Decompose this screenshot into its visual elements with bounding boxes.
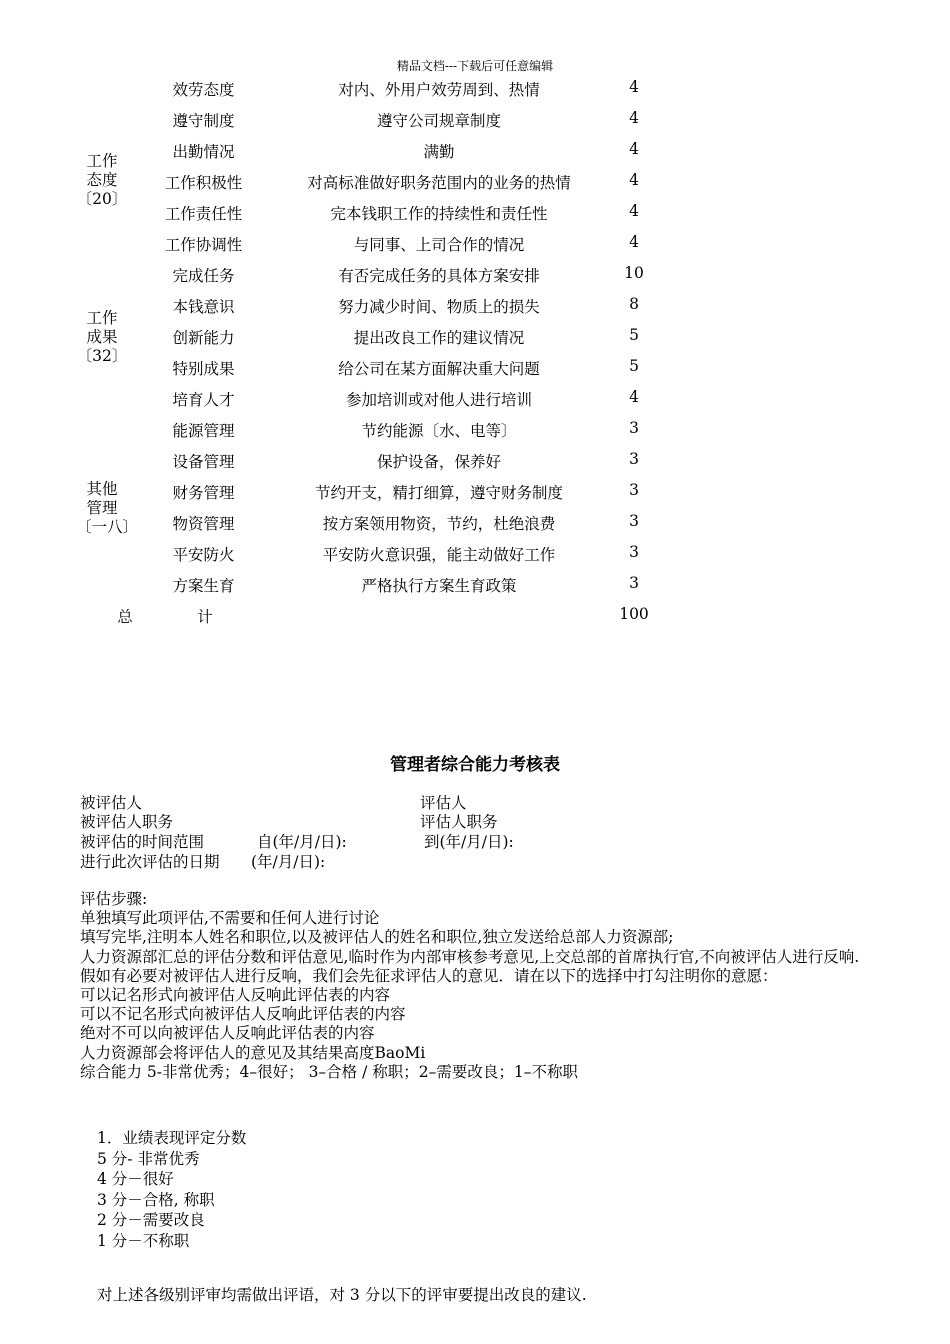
total-score: 100: [619, 605, 649, 623]
item-score: 4: [629, 233, 639, 251]
item-name: 设备管理: [172, 453, 235, 471]
step-line: 填写完毕,注明本人姓名和职位,以及被评估人的姓名和职位,独立发送给总部人力资源部;: [80, 928, 674, 947]
step-line: 假如有必要对被评估人进行反响，我们会先征求评估人的意见．请在以下的选择中打勾注明你的意愿：: [80, 966, 778, 985]
step-line: 可以不记名形式向被评估人反响此评估表的内容: [80, 1005, 406, 1024]
item-description: 参加培训或对他人进行培训: [345, 391, 532, 409]
item-description: 完本钱职工作的持续性和责任性: [330, 205, 548, 223]
item-description: 平安防火意识强，能主动做好工作: [322, 546, 556, 564]
table-row: [0, 197, 950, 228]
item-score: 4: [629, 109, 639, 127]
item-name: 本钱意识: [172, 298, 235, 316]
step-line: 综合能力 5-非常优秀；4–很好； 3–合格 / 称职；2–需要改良；1–不称职: [80, 1062, 578, 1081]
group-line: 态度: [86, 171, 118, 189]
item-score: 10: [624, 264, 644, 282]
final-note: 对上述各级别评审均需做出评语，对 3 分以下的评审要提出改良的建议.: [97, 1286, 587, 1304]
table-row: [0, 569, 950, 600]
item-score: 3: [629, 512, 639, 530]
step-line: 单独填写此项评估,不需要和任何人进行讨论: [80, 909, 380, 928]
item-score: 3: [629, 543, 639, 561]
score-scale: [97, 1128, 246, 1252]
item-description: 与同事、上司合作的情况: [353, 236, 525, 254]
item-score: 4: [629, 140, 639, 158]
item-description: 提出改良工作的建议情况: [353, 329, 525, 347]
table-row: [0, 538, 950, 569]
evaluation-period-label: 被评估的时间范围: [80, 833, 205, 851]
item-description: 对高标准做好职务范围内的业务的热情: [307, 174, 571, 192]
item-score: 3: [629, 574, 639, 592]
group-line: 〔20〕: [76, 190, 128, 208]
score-level: 4 分－很好: [97, 1170, 174, 1189]
step-line: 绝对不可以向被评估人反响此评估表的内容: [80, 1024, 375, 1043]
evaluation-table: [0, 73, 950, 633]
table-row: [0, 352, 950, 383]
table-row: [0, 73, 950, 104]
score-level: 5 分- 非常优秀: [97, 1149, 200, 1168]
item-name: 工作积极性: [164, 174, 243, 192]
group-line: 工作: [86, 309, 118, 327]
item-description: 节约能源〔水、电等〕: [361, 422, 517, 440]
item-score: 4: [629, 78, 639, 96]
item-name: 工作责任性: [164, 205, 243, 223]
table-row: [0, 507, 950, 538]
step-line: 可以记名形式向被评估人反响此评估表的内容: [80, 986, 391, 1005]
step-line: 人力资源部会将评估人的意见及其结果高度BaoMi: [80, 1043, 426, 1062]
table-row: [0, 228, 950, 259]
evaluation-steps: [80, 890, 880, 1082]
table-row: [0, 166, 950, 197]
table-row: [0, 414, 950, 445]
date-format-label: (年/月/日):: [251, 853, 326, 871]
item-score: 3: [629, 450, 639, 468]
item-score: 8: [629, 295, 639, 313]
group-line: 管理: [86, 499, 118, 517]
total-label-second: 计: [197, 608, 213, 626]
evaluation-date-label: 进行此次评估的日期: [80, 853, 220, 871]
item-name: 特别成果: [172, 360, 235, 378]
item-name: 方案生育: [172, 577, 235, 595]
period-to-label: 到(年/月/日):: [424, 833, 514, 851]
item-name: 出勤情况: [172, 143, 235, 161]
item-description: 满勤: [423, 143, 455, 161]
score-level: 3 分－合格, 称职: [97, 1190, 215, 1209]
item-name: 效劳态度: [172, 81, 235, 99]
item-description: 严格执行方案生育政策: [361, 577, 517, 595]
table-row: [0, 104, 950, 135]
item-name: 完成任务: [172, 267, 235, 285]
item-description: 给公司在某方面解决重大问题: [338, 360, 540, 378]
item-name: 平安防火: [172, 546, 235, 564]
step-line: 人力资源部汇总的评估分数和评估意见,临时作为内部审核参考意见,上交总部的首席执行官,不向被评估人进行反响.: [80, 947, 860, 966]
evaluator-label: 评估人: [420, 794, 467, 812]
item-description: 遵守公司规章制度: [376, 112, 501, 130]
table-row: [0, 383, 950, 414]
item-score: 5: [629, 357, 639, 375]
item-score: 4: [629, 171, 639, 189]
table-row: [0, 321, 950, 352]
header-note: 精品文档---下载后可任意编辑: [396, 59, 554, 73]
item-name: 工作协调性: [164, 236, 243, 254]
table-row: [0, 290, 950, 321]
item-name: 培育人才: [172, 391, 235, 409]
item-description: 按方案领用物资，节约，杜绝浪费: [322, 515, 556, 533]
item-score: 4: [629, 388, 639, 406]
table-row: [0, 259, 950, 290]
total-label-first: 总: [117, 608, 133, 626]
evaluatee-position-label: 被评估人职务: [80, 813, 174, 831]
group-line: 〔32〕: [76, 347, 128, 365]
group-line: 工作: [86, 152, 118, 170]
item-description: 对内、外用户效劳周到、热情: [338, 81, 540, 99]
item-name: 创新能力: [172, 329, 235, 347]
steps-title: 评估步骤:: [80, 890, 148, 908]
item-description: 努力减少时间、物质上的损失: [338, 298, 540, 316]
form-title: 管理者综合能力考核表: [390, 755, 560, 775]
group-line: 成果: [86, 328, 118, 346]
group-line: 〔一八〕: [76, 518, 139, 536]
group-line: 其他: [86, 480, 118, 498]
score-level: 1 分－不称职: [97, 1231, 190, 1250]
period-from-label: 自(年/月/日):: [257, 833, 347, 851]
table-row: [0, 445, 950, 476]
item-description: 节约开支，精打细算，遵守财务制度: [314, 484, 563, 502]
table-row: [0, 476, 950, 507]
item-description: 有否完成任务的具体方案安排: [338, 267, 540, 285]
score-scale-title: 1．业绩表现评定分数: [97, 1129, 247, 1147]
item-score: 4: [629, 202, 639, 220]
item-score: 3: [629, 481, 639, 499]
item-score: 3: [629, 419, 639, 437]
evaluatee-label: 被评估人: [80, 794, 143, 812]
item-score: 5: [629, 326, 639, 344]
item-name: 物资管理: [172, 515, 235, 533]
table-row: [0, 135, 950, 166]
item-name: 财务管理: [172, 484, 235, 502]
item-name: 能源管理: [172, 422, 235, 440]
evaluator-position-label: 评估人职务: [420, 813, 498, 831]
total-row: [0, 600, 950, 631]
score-level: 2 分－需要改良: [97, 1211, 205, 1230]
item-name: 遵守制度: [172, 112, 235, 130]
item-description: 保护设备，保养好: [376, 453, 501, 471]
